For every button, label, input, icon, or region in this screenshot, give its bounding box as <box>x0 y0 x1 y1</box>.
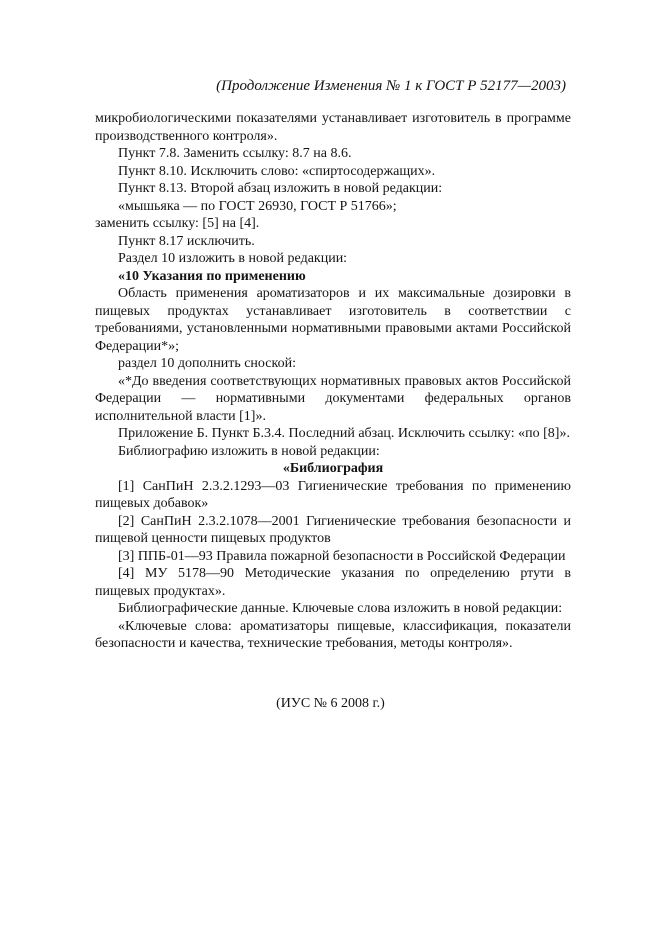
paragraph-section-10: Раздел 10 изложить в новой редакции: <box>118 251 348 266</box>
paragraph-item-7-8: Пункт 7.8. Заменить ссылку: 8.7 на 8.6. <box>118 146 352 161</box>
paragraph-bibliographic-data: Библиографические данные. Ключевые слова изложить в новой редакции: <box>118 601 563 616</box>
page-footer: (ИУС № 6 2008 г.) <box>276 696 385 711</box>
bibliography-item: [4] МУ 5178—90 Методические указания по определению ртути в пищевых продуктах». <box>95 566 571 599</box>
paragraph-scope: Область применения ароматизаторов и их максимальные дозировки в пищевых продуктах устанавливает изготовитель в соответствии с требованиями, установленными нормативными правовыми актами Российской Федерации*»; <box>95 286 571 354</box>
section-heading: «10 Указания по применению <box>118 268 306 284</box>
paragraph-appendix-b: Приложение Б. Пункт Б.3.4. Последний абзац. Исключить ссылку: «по [8]». <box>118 426 570 441</box>
paragraph-arsenic: «мышьяка — по ГОСТ 26930, ГОСТ Р 51766»; <box>118 198 397 214</box>
bibliography-item: [1] СанПиН 2.3.2.1293—03 Гигиенические требования по применению пищевых добавок» <box>95 478 571 511</box>
paragraph-replace-ref: заменить ссылку: [5] на [4]. <box>95 216 260 231</box>
paragraph-keywords: «Ключевые слова: ароматизаторы пищевые, классификация, показатели безопасности и качества, технические требования, методы контроля». <box>95 618 571 651</box>
paragraph-bibliography-intro: Библиографию изложить в новой редакции: <box>118 443 380 459</box>
bibliography-heading: «Библиография <box>282 461 384 476</box>
paragraph-item-8-10: Пункт 8.10. Исключить слово: «спиртосодержащих». <box>118 163 436 179</box>
paragraph-item-8-13: Пункт 8.13. Второй абзац изложить в новой редакции: <box>118 181 443 196</box>
bibliography-item: [2] СанПиН 2.3.2.1078—2001 Гигиенические требования безопасности и пищевой ценности пищевых продуктов <box>95 513 571 546</box>
bibliography-item: [3] ППБ-01—93 Правила пожарной безопасности в Российской Федерации <box>118 548 566 564</box>
paragraph-continuation: микробиологическими показателями устанавливает изготовитель в программе производственного контроля». <box>95 111 571 144</box>
page-header: (Продолжение Изменения № 1 к ГОСТ Р 52177—2003) <box>216 78 566 94</box>
paragraph-footnote: «*До введения соответствующих нормативных правовых актов Российской Федерации — нормативными документами федеральных органов исполнительной власти [1]». <box>95 373 571 424</box>
document-body <box>95 110 571 653</box>
paragraph-item-8-17: Пункт 8.17 исключить. <box>118 233 255 249</box>
paragraph-footnote-add: раздел 10 дополнить сноской: <box>118 356 296 371</box>
